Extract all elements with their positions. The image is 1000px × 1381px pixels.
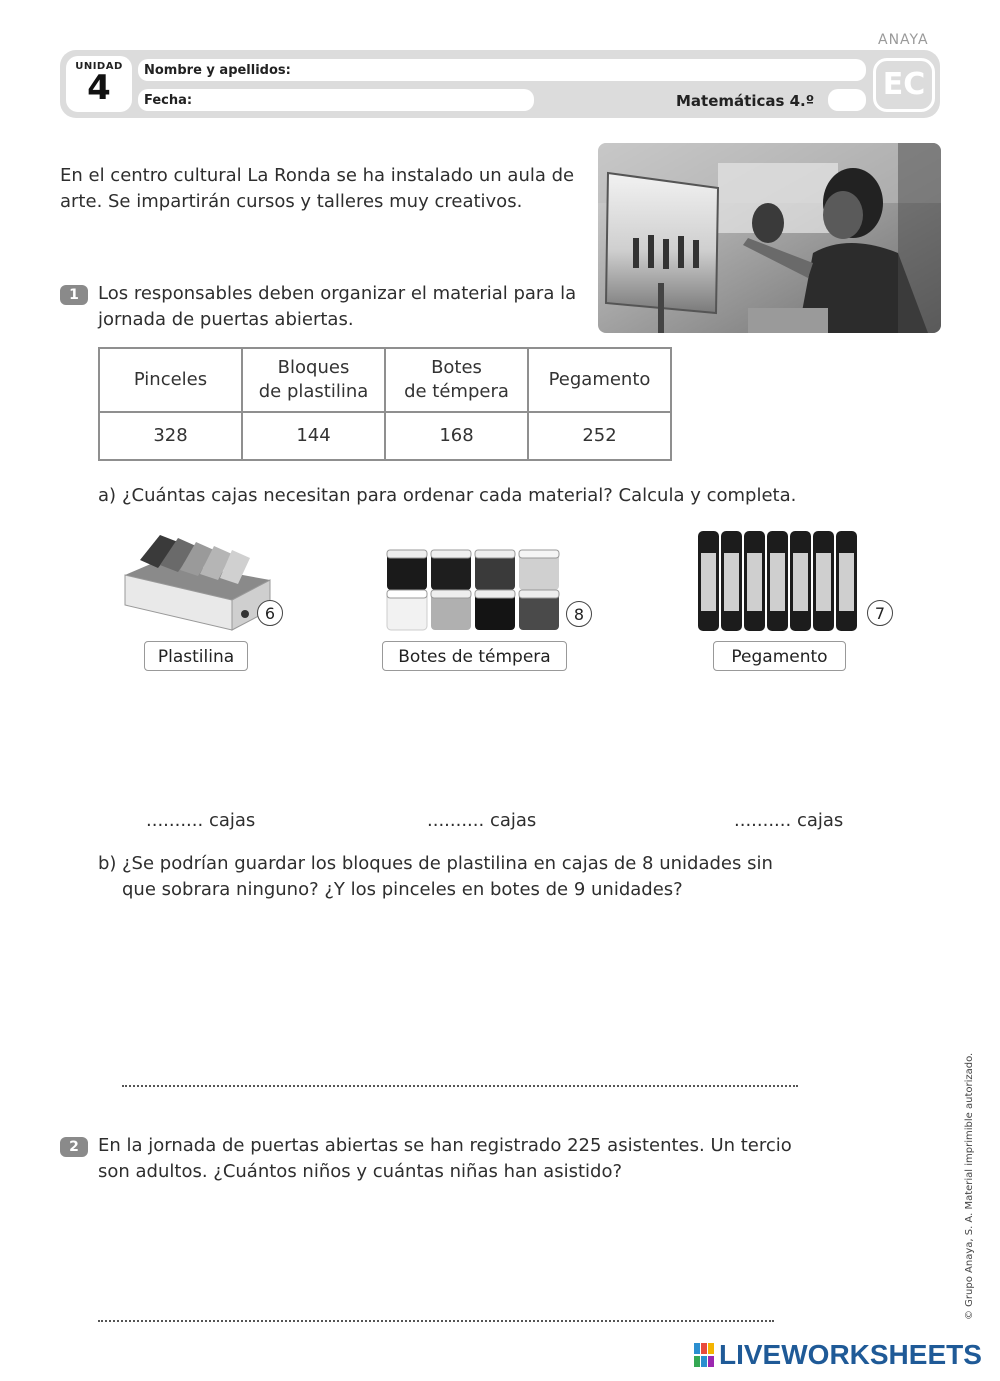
part-b-line-2: que sobrara ninguno? ¿Y los pinceles en botes de 9 unidades? — [122, 879, 683, 900]
exercise-1-line-1: Los responsables deben organizar el material para la — [98, 283, 577, 304]
exercise-1-number: 1 — [60, 285, 88, 305]
tempera-answer[interactable]: .......... cajas — [427, 810, 537, 831]
part-a-question: ¿Cuántas cajas necesitan para ordenar cada material? Calcula y completa. — [122, 485, 797, 506]
liveworksheets-icon — [694, 1343, 716, 1367]
unit-box — [66, 56, 132, 112]
part-b-line-1: ¿Se podrían guardar los bloques de plastilina en cajas de 8 unidades sin — [122, 853, 773, 874]
plasticine-box-image — [120, 530, 275, 639]
ec-badge: EC — [873, 58, 935, 112]
exercise-1-line-2: jornada de puertas abiertas. — [98, 309, 354, 330]
name-label: Nombre y apellidos: — [144, 63, 291, 78]
table-header-cell: Bloques de plastilina — [242, 348, 385, 412]
intro-line-1: En el centro cultural La Ronda se ha instalado un aula de — [60, 165, 575, 186]
exercise-1-text — [98, 281, 576, 333]
exercise-2-line-2: son adultos. ¿Cuántos niños y cuántas niñas han asistido? — [98, 1161, 623, 1182]
liveworksheets-logo[interactable] — [694, 1340, 982, 1370]
part-b-question — [122, 851, 773, 903]
date-label: Fecha: — [144, 93, 193, 108]
glue-sticks-image — [697, 531, 863, 637]
glue-answer[interactable]: .......... cajas — [734, 810, 844, 831]
materials-table — [98, 347, 672, 461]
tempera-jars-image — [385, 548, 565, 637]
table-header-row — [99, 348, 671, 412]
table-cell: 168 — [385, 412, 528, 460]
table-header-cell: Pinceles — [99, 348, 242, 412]
plasticine-label: Plastilina — [144, 641, 248, 671]
plasticine-per-box: 6 — [257, 600, 283, 626]
exercise-2-line-1: En la jornada de puertas abiertas se han registrado 225 asistentes. Un tercio — [98, 1135, 792, 1156]
table-header-cell: Botes de témpera — [385, 348, 528, 412]
tempera-label: Botes de témpera — [382, 641, 567, 671]
unit-label: UNIDAD — [75, 61, 123, 72]
exercise-1-header — [60, 281, 88, 307]
copyright-notice: © Grupo Anaya, S. A. Material imprimible autorizado. — [964, 1052, 975, 1320]
part-b-answer-line[interactable] — [122, 1085, 798, 1087]
date-field[interactable] — [138, 89, 534, 111]
part-a-prefix: a) — [98, 485, 117, 506]
exercise-2-number: 2 — [60, 1137, 88, 1157]
table-cell: 252 — [528, 412, 671, 460]
name-field[interactable] — [138, 59, 866, 81]
subject-label: Matemáticas 4.º — [676, 92, 815, 110]
tempera-per-box: 8 — [566, 601, 592, 627]
liveworksheets-brand: LIVEWORKSHEETS — [719, 1339, 982, 1370]
exercise-2-answer-line[interactable] — [98, 1320, 774, 1322]
plasticine-answer[interactable]: .......... cajas — [146, 810, 256, 831]
art-class-photo — [598, 143, 941, 333]
exercise-2-text — [98, 1133, 792, 1185]
table-cell: 144 — [242, 412, 385, 460]
unit-number: 4 — [87, 68, 111, 108]
glue-label: Pegamento — [713, 641, 846, 671]
grade-field[interactable] — [828, 89, 866, 111]
glue-per-box: 7 — [867, 600, 893, 626]
intro-text — [60, 163, 574, 215]
intro-line-2: arte. Se impartirán cursos y talleres muy creativos. — [60, 191, 523, 212]
part-b-prefix: b) — [98, 853, 117, 874]
publisher-logo: ANAYA — [878, 32, 929, 48]
table-header-cell: Pegamento — [528, 348, 671, 412]
table-row — [99, 412, 671, 460]
exercise-2-header — [60, 1133, 88, 1159]
table-cell: 328 — [99, 412, 242, 460]
